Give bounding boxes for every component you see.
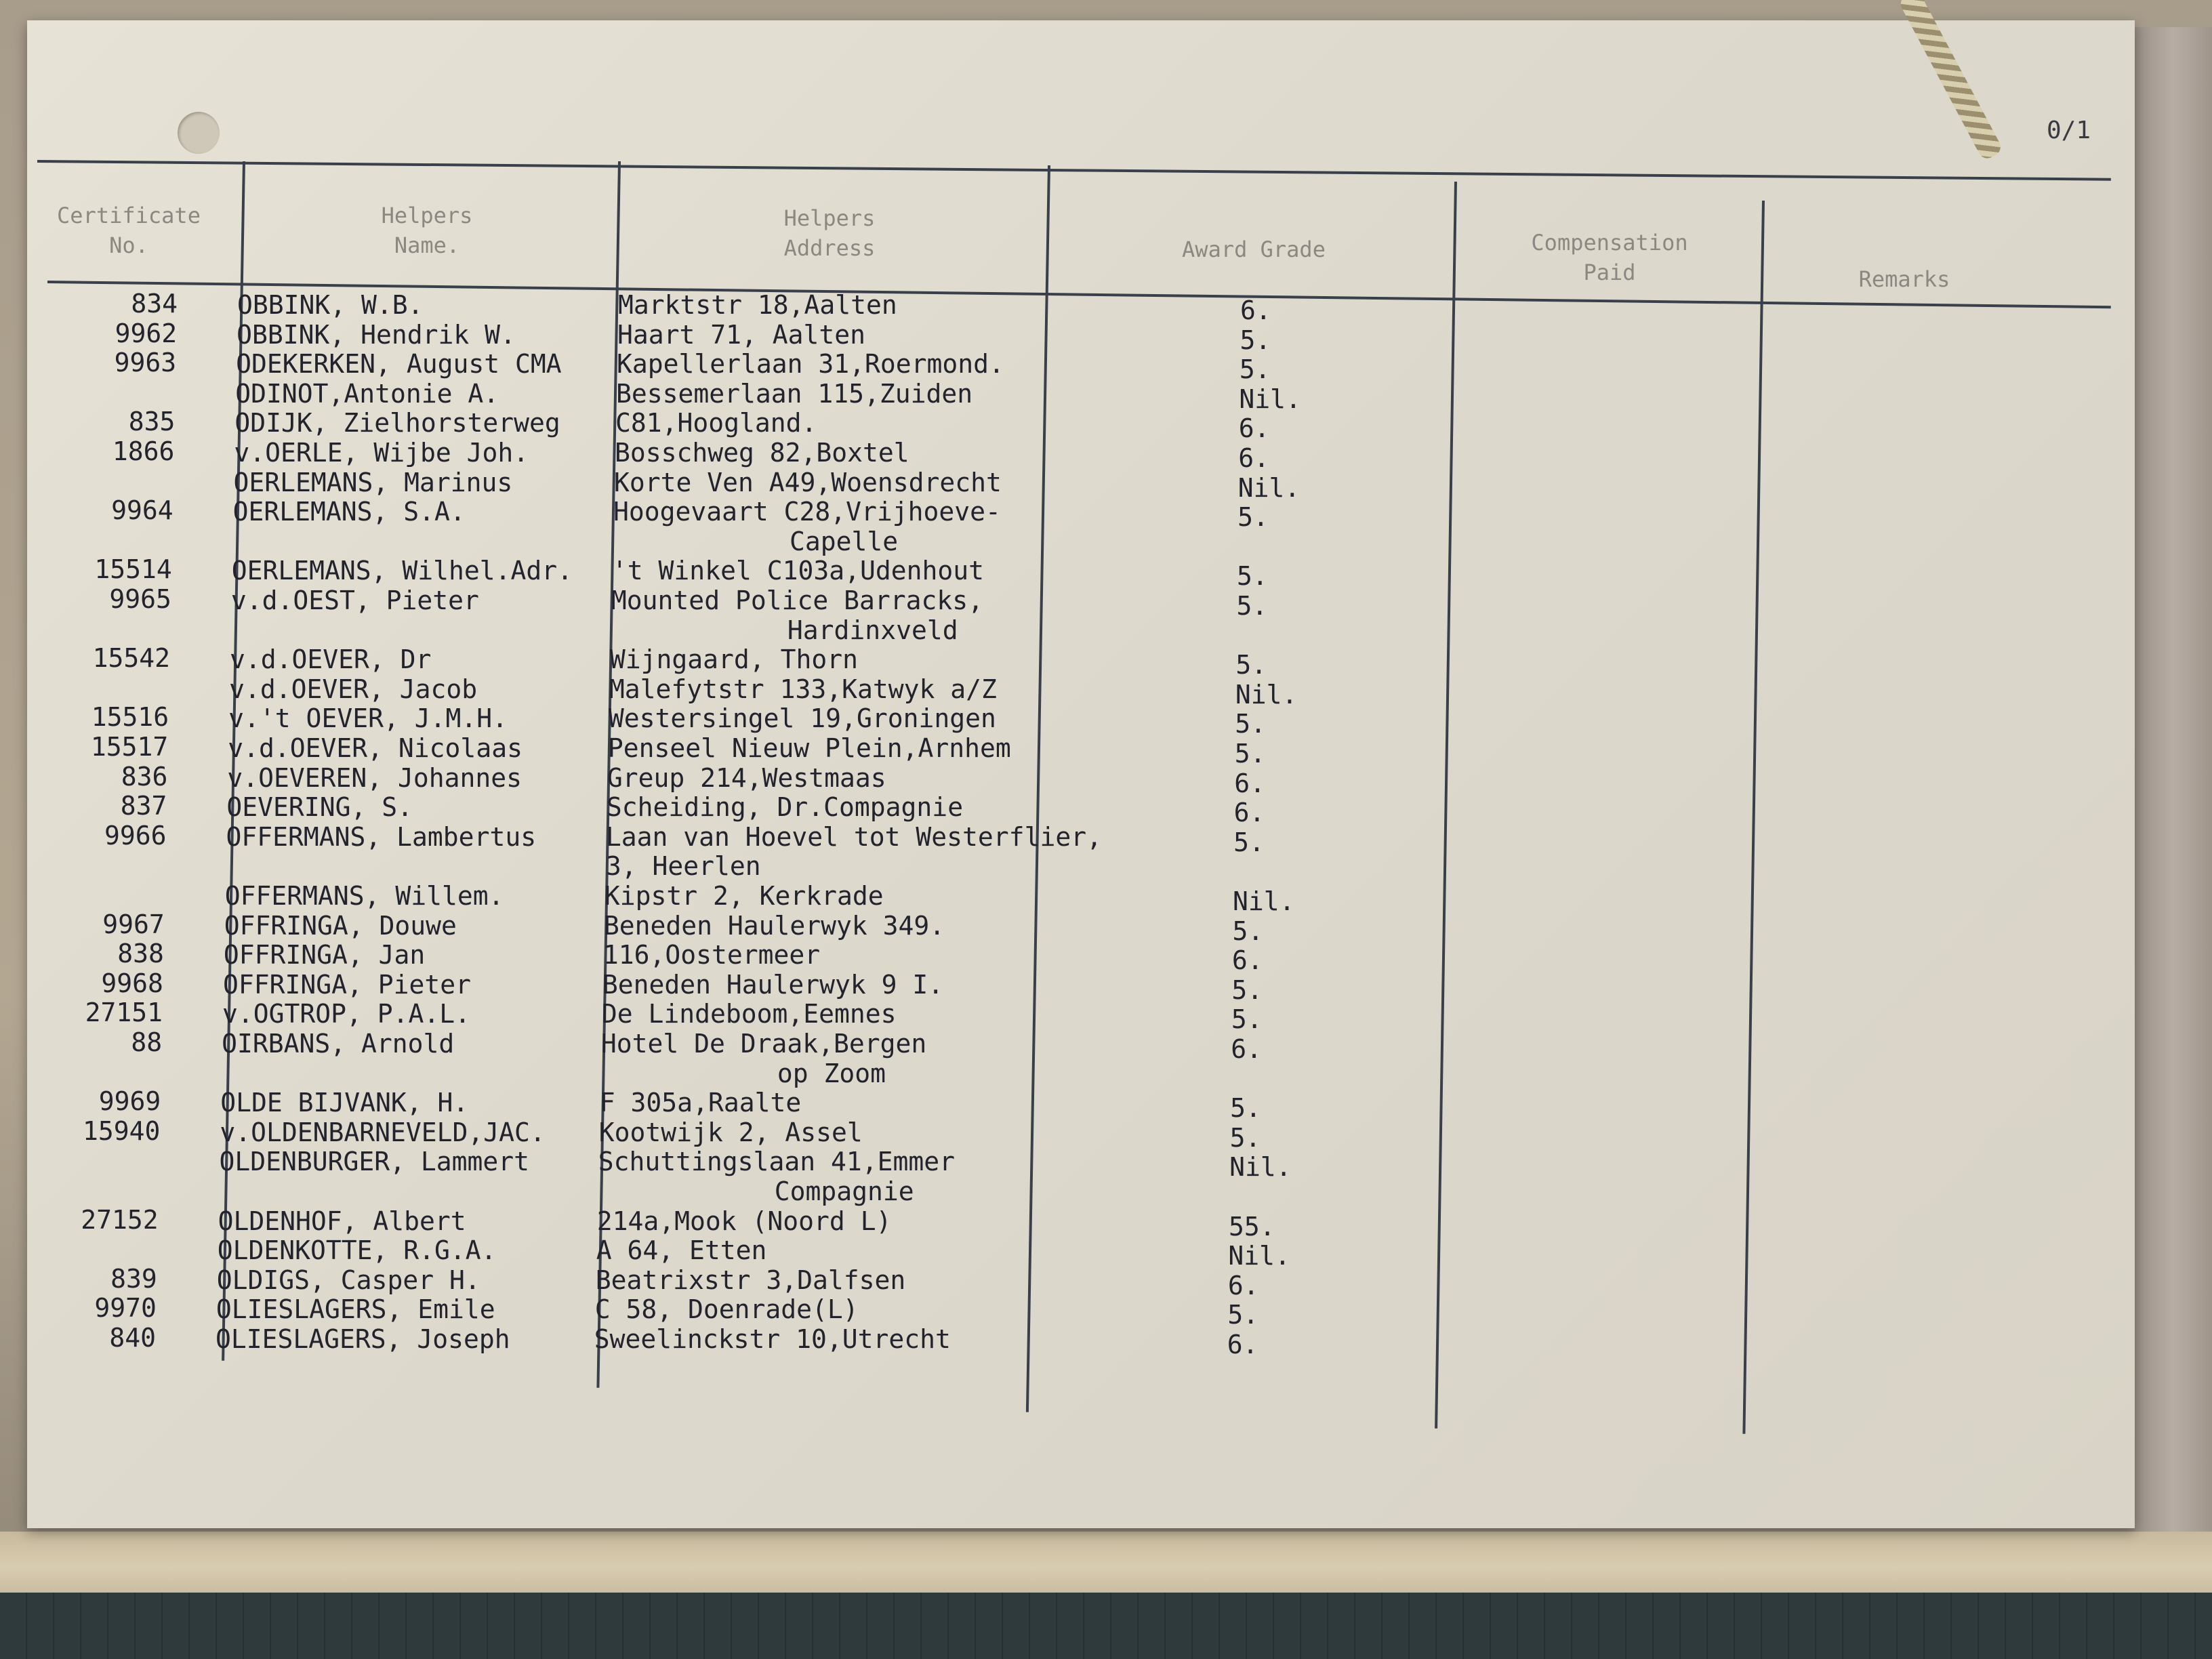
certificate-number: 27152 — [81, 1204, 159, 1235]
certificate-number: 839 — [110, 1263, 157, 1294]
award-grade: 6. — [1238, 443, 1270, 473]
helper-name: OERLEMANS, Marinus — [233, 467, 513, 497]
binder-board — [2135, 27, 2212, 1586]
certificate-number: 835 — [128, 407, 176, 437]
award-grade: Nil. — [1237, 472, 1300, 503]
helper-name: ODEKERKEN, August CMA — [236, 349, 562, 380]
helper-address: De Lindeboom,Eemnes — [601, 999, 897, 1029]
helper-name: OLDIGS, Casper H. — [216, 1265, 480, 1295]
helper-address: Westersingel 19,Groningen — [608, 703, 996, 734]
award-grade: 5. — [1231, 1004, 1263, 1035]
award-grade: 5. — [1227, 1300, 1259, 1330]
helper-name: v.'t OEVER, J.M.H. — [228, 703, 508, 734]
award-grade: 5. — [1234, 739, 1266, 769]
header-compensation-paid: Compensation Paid — [1531, 230, 1688, 285]
helper-name: v.d.OEVER, Nicolaas — [228, 733, 523, 763]
header-certificate-no: Certificate No. — [57, 203, 201, 258]
helper-address: Kootwijk 2, Assel — [598, 1117, 863, 1147]
helper-address: Laan van Hoevel tot Westerflier, — [605, 821, 1102, 852]
helper-name: OFFRINGA, Pieter — [222, 969, 471, 1000]
certificate-number: 837 — [120, 791, 167, 821]
certificate-number: 9970 — [94, 1293, 157, 1324]
certificate-number: 840 — [109, 1323, 156, 1353]
award-grade: 6. — [1240, 295, 1271, 325]
helper-address: Malefytstr 133,Katwyk a/Z — [609, 674, 997, 704]
helper-address: Schuttingslaan 41,Emmer — [598, 1147, 955, 1177]
helper-address-continued: Compagnie — [774, 1176, 914, 1206]
certificate-number: 9968 — [101, 968, 163, 998]
award-grade: 55. — [1228, 1211, 1275, 1242]
award-grade: 5. — [1240, 325, 1271, 355]
helper-address: Penseel Nieuw Plein,Arnhem — [607, 733, 1011, 763]
helper-address: 't Winkel C103a,Udenhout — [611, 556, 984, 586]
helper-name: OFFRINGA, Douwe — [224, 910, 457, 941]
helper-address: Beatrixstr 3,Dalfsen — [595, 1265, 906, 1295]
certificate-number: 9967 — [102, 909, 165, 939]
page-reference: 0/1 — [2047, 117, 2091, 144]
helper-address: Sweelinckstr 10,Utrecht — [594, 1324, 951, 1354]
award-grade: 5. — [1230, 1093, 1261, 1124]
helper-name: v.OEVEREN, Johannes — [227, 762, 523, 793]
award-grade: 5. — [1236, 591, 1268, 621]
award-grade: Nil. — [1229, 1152, 1292, 1183]
helper-name: OLDENKOTTE, R.G.A. — [217, 1235, 497, 1266]
certificate-number: 836 — [121, 761, 168, 792]
certificate-number: 9964 — [111, 495, 173, 526]
header-remarks: Remarks — [1858, 266, 1950, 292]
certificate-number: 9965 — [109, 584, 171, 614]
certificate-number: 838 — [117, 939, 164, 969]
helper-name: OLDENHOF, Albert — [218, 1206, 466, 1236]
header-award-grade: Award Grade — [1182, 237, 1326, 262]
helper-address: Haart 71, Aalten — [617, 319, 866, 350]
award-grade: 6. — [1231, 1034, 1263, 1064]
helper-address: Greup 214,Westmaas — [607, 762, 886, 793]
helper-address-continued: Hardinxveld — [787, 615, 958, 645]
certificate-number: 9962 — [115, 318, 178, 348]
helper-address: Marktstr 18,Aalten — [618, 290, 897, 320]
helper-name: v.OGTROP, P.A.L. — [222, 999, 471, 1029]
award-grade: Nil. — [1239, 384, 1301, 414]
helper-address: Kapellerlaan 31,Roermond. — [616, 349, 1004, 380]
helper-address: Wijngaard, Thorn — [609, 644, 858, 675]
helper-name: OBBINK, W.B. — [237, 290, 424, 320]
certificate-number: 15940 — [82, 1115, 161, 1146]
helper-name: OLIESLAGERS, Emile — [216, 1294, 495, 1325]
header-helpers-address: Helpers Address — [783, 205, 876, 261]
helper-name: OLIESLAGERS, Joseph — [215, 1324, 510, 1354]
helper-address: C 58, Doenrade(L) — [594, 1294, 859, 1325]
helper-name: OBBINK, Hendrik W. — [237, 319, 516, 350]
certificate-number: 88 — [131, 1027, 163, 1057]
certificate-number: 1866 — [112, 436, 175, 466]
helper-name: OERLEMANS, S.A. — [232, 497, 466, 527]
award-grade: 5. — [1231, 975, 1263, 1005]
award-grade: 5. — [1233, 827, 1265, 857]
helper-address: Scheiding, Dr.Compagnie — [606, 792, 964, 823]
certificate-number: 15542 — [92, 643, 170, 674]
certificate-number: 15517 — [90, 732, 169, 762]
helper-address: Hoogevaart C28,Vrijhoeve- — [613, 497, 1001, 527]
award-grade: Nil. — [1233, 886, 1295, 916]
award-grade: 5. — [1239, 354, 1271, 385]
punch-hole — [178, 112, 220, 154]
helper-name: v.OLDENBARNEVELD,JAC. — [220, 1117, 546, 1147]
header-helpers-name: Helpers Name. — [381, 203, 473, 258]
helper-address: Hotel De Draak,Bergen — [600, 1029, 927, 1059]
award-grade: Nil. — [1235, 679, 1298, 710]
award-grade: 6. — [1227, 1270, 1259, 1300]
award-grade: 6. — [1233, 798, 1265, 828]
helper-address: Beneden Haulerwyk 9 I. — [602, 969, 944, 1000]
cutting-mat — [0, 1593, 2212, 1659]
certificate-number: 27151 — [85, 998, 163, 1028]
award-grade: 6. — [1231, 945, 1263, 976]
helper-address: Bosschweg 82,Boxtel — [614, 438, 909, 468]
award-grade: 5. — [1237, 561, 1268, 592]
award-grade: 6. — [1234, 768, 1265, 798]
certificate-number: 834 — [131, 289, 178, 319]
award-grade: 5. — [1235, 650, 1267, 680]
award-grade: 5. — [1232, 916, 1264, 946]
helper-address: Bessemerlaan 115,Zuiden — [615, 378, 973, 409]
helper-address: C81,Hoogland. — [615, 408, 817, 438]
helper-address-continued: op Zoom — [777, 1058, 886, 1088]
helper-address: Kipstr 2, Kerkrade — [604, 881, 884, 911]
helper-address: Mounted Police Barracks, — [611, 586, 983, 615]
helper-address: Beneden Haulerwyk 349. — [603, 910, 945, 941]
helper-name: OERLEMANS, Wilhel.Adr. — [231, 556, 573, 586]
helper-address: Korte Ven A49,Woensdrecht — [613, 467, 1002, 497]
certificate-number: 9963 — [114, 348, 177, 378]
award-grade: 5. — [1235, 709, 1267, 739]
helper-address-continued: 3, Heerlen — [605, 851, 761, 882]
helper-name: OFFRINGA, Jan — [223, 940, 426, 970]
award-grade: 5. — [1229, 1122, 1261, 1153]
award-grade: 6. — [1227, 1330, 1258, 1359]
helper-name: ODIJK, Zielhorsterweg — [234, 408, 560, 438]
helper-address: F 305a,Raalte — [599, 1088, 802, 1118]
helper-address: A 64, Etten — [596, 1235, 767, 1266]
certificate-number: 15516 — [91, 702, 169, 733]
certificate-number: 9969 — [98, 1086, 161, 1117]
helper-name: OIRBANS, Arnold — [222, 1029, 455, 1059]
helper-address: 116,Oostermeer — [602, 940, 821, 970]
certificate-number: 9966 — [104, 820, 167, 851]
helper-name: OFFERMANS, Willem. — [224, 881, 504, 911]
helper-address-continued: Capelle — [789, 526, 899, 556]
helper-name: v.d.OEVER, Dr — [230, 644, 432, 675]
helper-name: v.OERLE, Wijbe Joh. — [234, 438, 529, 468]
helper-name: OLDENBURGER, Lammert — [219, 1147, 529, 1177]
helper-name: v.d.OEST, Pieter — [230, 586, 479, 615]
award-grade: 6. — [1238, 413, 1270, 444]
helper-name: OEVERING, S. — [226, 792, 413, 823]
helper-name: OFFERMANS, Lambertus — [226, 821, 537, 852]
certificate-number: 15514 — [94, 554, 172, 585]
helper-name: OLDE BIJVANK, H. — [220, 1088, 469, 1118]
award-grade: Nil. — [1228, 1241, 1290, 1271]
award-grade: 5. — [1237, 502, 1269, 533]
helper-address: 214a,Mook (Noord L) — [596, 1206, 892, 1236]
helper-name: ODINOT,Antonie A. — [235, 378, 499, 409]
helper-name: v.d.OEVER, Jacob — [229, 674, 478, 704]
